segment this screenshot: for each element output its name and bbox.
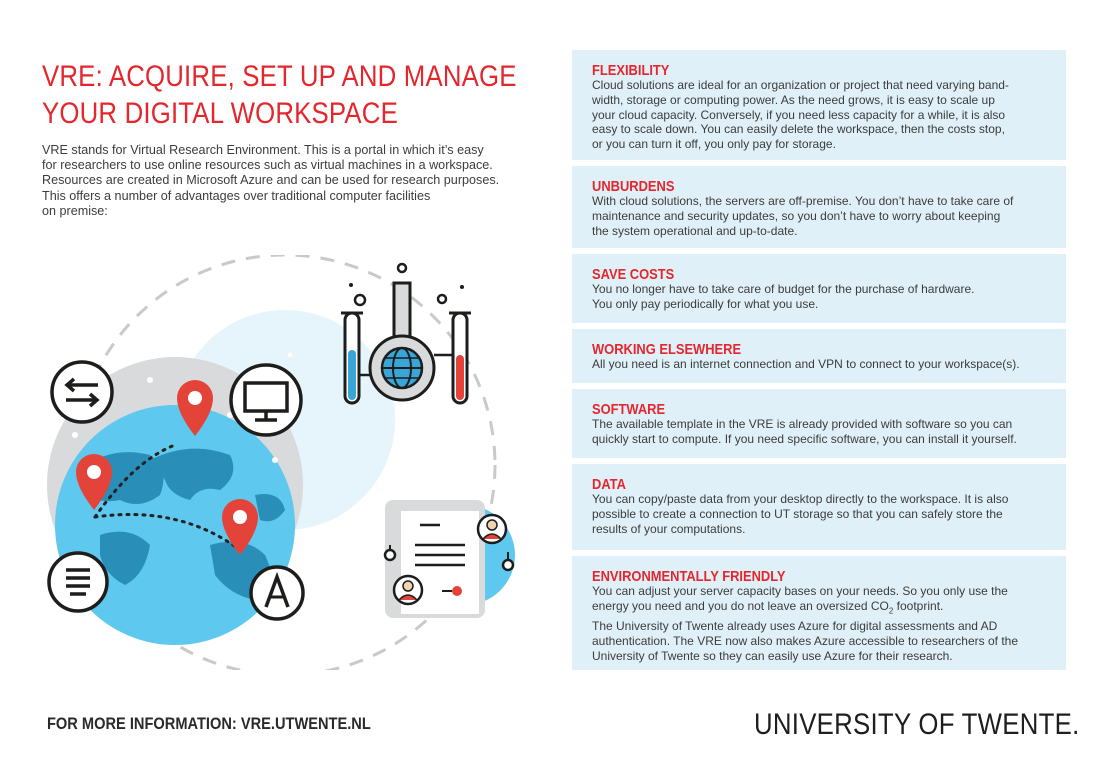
panel-heading: FLEXIBILITY (592, 62, 670, 79)
panel-line-part: footprint. (893, 598, 944, 613)
panel-heading: UNBURDENS (592, 178, 675, 195)
panel-line: authentication. The VRE now also makes Azure accessible to researchers of the (592, 633, 1019, 648)
co2-subscript: 2 (888, 606, 894, 616)
page-title-line-1: VRE: ACQUIRE, SET UP AND MANAGE (42, 60, 517, 93)
panel-line: You can adjust your server capacity bases on your needs. So you only use the (592, 584, 1008, 598)
panel-heading: WORKING ELSEWHERE (592, 341, 742, 358)
panel-software (572, 389, 1066, 458)
panel-data (572, 464, 1066, 550)
panel-line: quickly start to compute. If you need specific software, you can install it yourself. (592, 431, 1017, 446)
panel-body (592, 194, 1062, 238)
panel-heading: SOFTWARE (592, 401, 666, 418)
monitor-icon (231, 365, 301, 435)
panel-working-elsewhere (572, 329, 1066, 383)
flask-globe-icon (341, 264, 471, 403)
panel-line: possible to create a connection to UT storage so that you can safely store the (592, 506, 1003, 521)
panel-body (592, 492, 1062, 536)
more-info-link[interactable]: FOR MORE INFORMATION: VRE.UTWENTE.NL (47, 714, 371, 733)
panel-heading: DATA (592, 476, 626, 493)
panel-body (592, 357, 1062, 372)
panel-line: or you can turn it off, you only pay for storage. (592, 137, 836, 152)
intro-line: on premise: (42, 203, 108, 218)
panel-flexibility (572, 50, 1066, 160)
panel-line: easy to scale down. You can easily delete the workspace, then the costs stop, (592, 122, 1005, 137)
panel-line: Cloud solutions are ideal for an organization or project that need varying band- (592, 78, 1009, 92)
person-avatar-icon (394, 576, 422, 604)
panel-heading: SAVE COSTS (592, 266, 675, 283)
university-logo: UNIVERSITY OF TWENTE. (754, 708, 1080, 741)
panel-body (592, 78, 1062, 152)
panel-line-part: energy you need and you do not leave an oversized CO (592, 598, 889, 613)
font-a-icon (251, 567, 303, 619)
person-avatar-icon (478, 515, 506, 543)
panel-line: You no longer have to take care of budget for the purchase of hardware. (592, 282, 975, 296)
panel-line: The University of Twente already uses Azure for digital assessments and AD (592, 618, 998, 633)
intro-line: VRE stands for Virtual Research Environment. This is a portal in which it’s easy (42, 143, 484, 157)
page-title (42, 58, 517, 132)
panel-line: All you need is an internet connection and VPN to connect to your workspace(s). (592, 357, 1020, 371)
transfer-arrows-icon (52, 362, 112, 422)
panel-unburdens (572, 166, 1066, 248)
cloud-illustration (40, 255, 520, 670)
intro-line: for researchers to use online resources such as virtual machines in a workspace. (42, 158, 493, 173)
document-lines-icon (49, 553, 107, 611)
panel-line: results of your computations. (592, 521, 746, 536)
panel-line: With cloud solutions, the servers are off-premise. You don’t have to take care of (592, 194, 1014, 208)
panel-save-costs (572, 254, 1066, 323)
panel-body (592, 584, 1062, 663)
panel-line: the system operational and up-to-date. (592, 223, 798, 238)
panel-heading: ENVIRONMENTALLY FRIENDLY (592, 568, 786, 585)
panel-line (592, 599, 1062, 619)
panel-line: You can copy/paste data from your desktop directly to the workspace. It is also (592, 492, 1009, 506)
panel-body (592, 417, 1062, 447)
panel-line: University of Twente so they can easily use Azure for their research. (592, 648, 953, 663)
page-title-line-2: YOUR DIGITAL WORKSPACE (42, 97, 398, 130)
panel-line: The available template in the VRE is already provided with software so you can (592, 417, 1013, 431)
intro-line: This offers a number of advantages over traditional computer facilities (42, 188, 431, 203)
panel-line: maintenance and security updates, so you don’t have to worry about keeping (592, 208, 1001, 223)
intro-line: Resources are created in Microsoft Azure and can be used for research purposes. (42, 173, 500, 188)
intro-paragraph (42, 143, 542, 219)
panel-line: your cloud capacity. Conversely, if you need less capacity for a while, it is also (592, 107, 1006, 122)
panel-environmentally-friendly (572, 556, 1066, 670)
panel-body (592, 282, 1062, 312)
panel-line: width, storage or computing power. As the need grows, it is easy to scale up (592, 92, 995, 107)
panel-line: You only pay periodically for what you use. (592, 296, 819, 311)
